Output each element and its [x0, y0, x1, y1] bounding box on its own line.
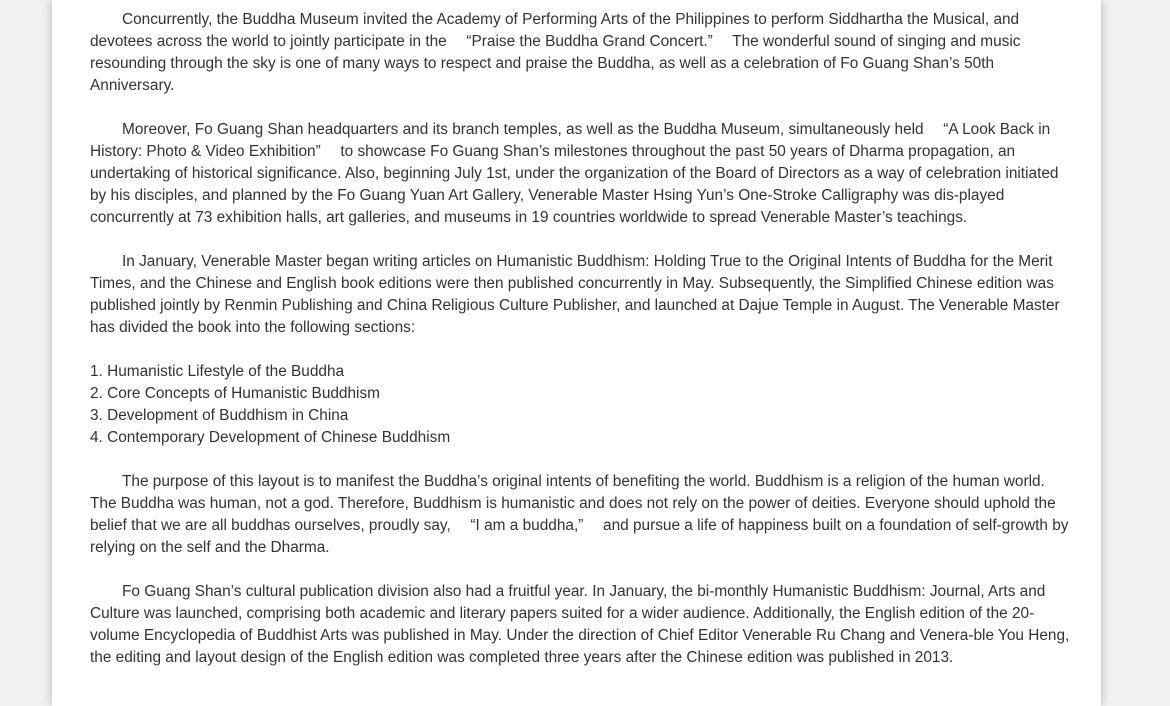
book-sections-list [90, 361, 1070, 449]
list-item: 2. Core Concepts of Humanistic Buddhism [90, 385, 380, 402]
document-page [52, 0, 1101, 706]
list-item: 3. Development of Buddhism in China [90, 407, 349, 424]
list-item: 4. Contemporary Development of Chinese Buddhism [90, 429, 451, 446]
paragraph-layout-purpose: The purpose of this layout is to manifest the Buddha’s original intents of benefiting the world. Buddhism is a religion of the human world. The Buddha was human, not a god. Therefore, Buddhism is humanistic and does not rely on the power of deities. Everyone should uphold the belief that we are all buddhas ourselves, proudly say, “I am a buddha,” and pursue a life of happiness built on a foundation of self-growth by relying on the self and the Dharma. [90, 473, 1069, 556]
document-body [90, 9, 1070, 691]
paragraph-cultural-publication: Fo Guang Shan’s cultural publication division also had a fruitful year. In January, the bi-monthly Humanistic Buddhism: Journal, Arts and Culture was launched, comprising both academic and literary papers suited for a wider audience. Additionally, the English edition of the 20-volume Encyclopedia of Buddhist Arts was published in May. Under the direction of Chief Editor Venerable Ru Chang and Venera-ble You Heng, the editing and layout design of the English edition was completed three years after the Chinese edition was published in 2013. [90, 583, 1070, 666]
list-item: 1. Humanistic Lifestyle of the Buddha [90, 363, 345, 380]
paragraph-humanistic-buddhism-book: In January, Venerable Master began writing articles on Humanistic Buddhism: Holding True to the Original Intents of Buddha for the Merit Times, and the Chinese and English book editions were then published concurrently in May. Subsequently, the Simplified Chinese edition was published jointly by Renmin Publishing and China Religious Culture Publisher, and launched at Dajue Temple in August. The Venerable Master has divided the book into the following sections: [90, 253, 1060, 336]
paragraph-history-exhibition: Moreover, Fo Guang Shan headquarters and its branch temples, as well as the Buddha Museum, simultaneously held “A Look Back in History: Photo & Video Exhibition” to showcase Fo Guang Shan’s milestones throughout the past 50 years of Dharma propagation, an undertaking of historical significance. Also, beginning July 1st, under the organization of the Board of Directors as a way of celebration initiated by his disciples, and planned by the Fo Guang Yuan Art Gallery, Venerable Master Hsing Yun’s One-Stroke Calligraphy was dis-played concurrently at 73 exhibition halls, art galleries, and museums in 19 countries worldwide to spread Venerable Master’s teachings. [90, 121, 1059, 226]
paragraph-buddha-museum-concert: Concurrently, the Buddha Museum invited the Academy of Performing Arts of the Philippines to perform Siddhartha the Musical, and devotees across the world to jointly participate in the “Praise the Buddha Grand Concert.” The wonderful sound of singing and music resounding through the sky is one of many ways to respect and praise the Buddha, as well as a celebration of Fo Guang Shan’s 50th Anniversary. [90, 11, 1021, 94]
